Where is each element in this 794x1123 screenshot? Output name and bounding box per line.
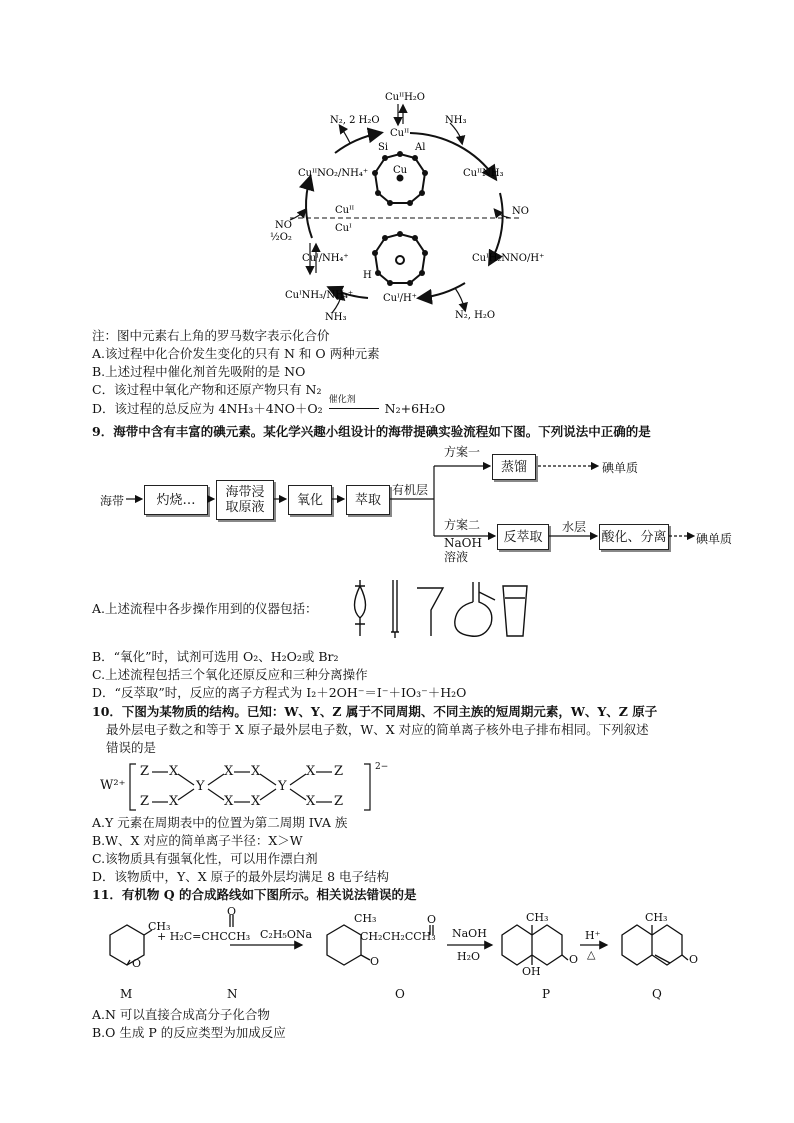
cycle-label-half-o2: ½O₂ (270, 232, 292, 243)
q10-stem-line1: 10．下图为某物质的结构。已知：W、Y、Z 属于不同周期、不同主族的短周期元素，W、Y、Z 原子 (92, 704, 658, 719)
cycle-label-no-left: NO (275, 220, 292, 231)
q8-option-a: A.该过程中化合价发生变化的只有 N 和 O 两种元素 (92, 346, 380, 361)
cycle-label-cu-nh3: CuᴵᴵNH₃ (463, 168, 504, 179)
q9-stem: 9．海带中含有丰富的碘元素。某化学兴趣小组设计的海带提碘实验流程如下图。下列说法中正确的是 (92, 424, 651, 439)
scheme-cond1: C₂H₅ONa (260, 928, 313, 941)
cycle-label-cu-i-mid: Cuᴵ (335, 223, 352, 234)
q8-note: 注：图中元素右上角的罗马数字表示化合价 (92, 328, 330, 343)
struct-x2: X (169, 794, 179, 809)
scheme-label-m: M (120, 987, 133, 1001)
q8-d-prefix: D．该过程的总反应为 4NH₃＋4NO＋O₂ (92, 401, 323, 416)
burette-icon (391, 580, 399, 638)
scheme-p-oh: OH (522, 965, 541, 978)
cycle-arc-top-left (335, 133, 380, 153)
struct-y2: Y (278, 779, 287, 794)
scheme-p-ch3: CH₃ (526, 911, 549, 924)
q8-option-b: B.上述过程中催化剂首先吸附的是 NO (92, 364, 306, 379)
q8-option-c: C．该过程中氧化产物和还原产物只有 N₂ (92, 382, 322, 397)
struct-z3: Z (334, 764, 344, 779)
struct-y1: Y (196, 779, 205, 794)
scheme-label-q: Q (652, 987, 662, 1001)
struct-x5: X (251, 764, 261, 779)
struct-x1: X (169, 764, 179, 779)
funnel-icon (417, 588, 443, 636)
cycle-label-n2-h2o: N₂, H₂O (455, 310, 496, 321)
flow-water: 水层 (562, 520, 587, 534)
flow-start: 海带 (100, 494, 125, 508)
q8-d-catalyst: 催化剂 (328, 395, 356, 405)
struct-x6: X (251, 794, 261, 809)
q10-option-b: B.W、X 对应的简单离子半径：X＞W (92, 833, 303, 848)
cycle-label-cu-no2-nh4: CuᴵᴵNO₂/NH₄⁺ (298, 168, 369, 179)
scheme-p-o: O (569, 953, 579, 966)
zeolite-ring-lower (375, 234, 425, 283)
scheme-delta: △ (587, 948, 596, 961)
q11-option-b: B.O 生成 P 的反应类型为加成反应 (92, 1025, 286, 1040)
q10-option-d: D．该物质中，Y、X 原子的最外层均满足 8 电子结构 (92, 869, 390, 884)
cycle-label-cu-ii-mid: Cuᴵᴵ (335, 205, 355, 216)
struct-x8: X (306, 794, 316, 809)
cycle-arc-bottom-right (420, 283, 465, 298)
q9-option-d: D．“反萃取”时，反应的离子方程式为 I₂＋2OH⁻＝I⁻＋IO₃⁻＋H₂O (92, 685, 467, 700)
flow-leach: 海带浸 取原液 (216, 480, 274, 520)
cycle-label-no-right: NO (512, 206, 529, 217)
scheme-q-o: O (689, 953, 699, 966)
scheme-label-n: N (227, 987, 238, 1001)
catalytic-cycle-diagram (250, 88, 550, 323)
q10-stem-line2: 最外层电子数之和等于 X 原子最外层电子数，W、X 对应的简单离子核外电子排布相同。下列叙述 (106, 722, 649, 737)
flow-organic: 有机层 (392, 483, 429, 497)
q9-option-c: C.上述流程包括三个氧化还原反应和三种分离操作 (92, 667, 368, 682)
flow-iodine1: 碘单质 (602, 461, 639, 475)
scheme-q-ch3: CH₃ (645, 911, 668, 924)
cycle-label-al: Al (415, 142, 426, 153)
struct-z1: Z (140, 764, 150, 779)
cycle-label-top: CuᴵᴵH₂O (385, 92, 425, 103)
flow-plan1: 方案一 (444, 445, 481, 459)
distillation-flask-icon (455, 582, 495, 636)
struct-z2: Z (140, 794, 150, 809)
q10-option-c: C.该物质具有强氧化性，可以用作漂白剂 (92, 851, 318, 866)
cycle-label-cu-h: Cuᴵ/H⁺ (383, 293, 417, 304)
flow-naoh: NaOH 溶液 (444, 536, 482, 564)
scheme-label-o: O (395, 987, 405, 1001)
q8-option-d (92, 395, 446, 417)
cycle-label-nh3-top: NH₃ (445, 115, 467, 126)
q11-stem: 11．有机物 Q 的合成路线如下图所示。相关说法错误的是 (92, 887, 417, 902)
scheme-o-ring-o: O (370, 955, 380, 968)
flow-acidify: 酸化、分离 (599, 524, 669, 550)
cycle-label-cu: Cu (393, 165, 408, 176)
struct-x3: X (224, 764, 234, 779)
scheme-o-chain: CH₂CH₂CCH₃ (360, 930, 436, 943)
struct-charge: 2− (375, 762, 389, 772)
q10-structure (100, 760, 400, 815)
q10-stem-line3: 错误的是 (106, 740, 157, 755)
cycle-label-h: H (363, 270, 372, 281)
flow-distill: 蒸馏 (492, 454, 536, 480)
molecule-o-ring (327, 925, 361, 965)
cycle-label-cu-nh3-nh4: CuᴵNH₃/NH₄⁺ (285, 290, 354, 301)
flow-back-extract: 反萃取 (497, 524, 549, 550)
flow-oxidize: 氧化 (288, 485, 332, 515)
q10-option-a: A.Y 元素在周期表中的位置为第二周期 IVA 族 (92, 815, 348, 830)
scheme-plus-n: + H₂C=CHCCH₃ (157, 930, 251, 943)
q9-option-b: B．“氧化”时，试剂可选用 O₂、H₂O₂或 Br₂ (92, 649, 339, 664)
scheme-h2o: H₂O (457, 950, 481, 963)
cycle-label-nh3-bottom: NH₃ (325, 312, 347, 323)
cycle-label-n2-2h2o: N₂, 2 H₂O (330, 115, 380, 126)
q9-option-a: A.上述流程中各步操作用到的仪器包括： (92, 601, 318, 616)
flow-burn: 灼烧… (144, 485, 208, 515)
flow-iodine2: 碘单质 (696, 532, 733, 546)
struct-z4: Z (334, 794, 344, 809)
flow-extract: 萃取 (346, 485, 390, 515)
scheme-h-plus: H⁺ (585, 929, 601, 942)
flow-plan2: 方案二 (444, 518, 481, 532)
q11-option-a: A.N 可以直接合成高分子化合物 (92, 1007, 270, 1022)
struct-w: W²⁺ (100, 778, 126, 793)
q9-flowchart (92, 440, 762, 580)
cycle-label-cu-nh4: Cuᴵ/NH₄⁺ (302, 253, 349, 264)
beaker-icon (503, 586, 527, 636)
struct-x4: X (224, 794, 234, 809)
cycle-label-cu-h2nno: CuᴵH₂NNO/H⁺ (472, 253, 545, 264)
scheme-o-ch3: CH₃ (354, 912, 377, 925)
struct-x7: X (306, 764, 316, 779)
scheme-naoh: NaOH (452, 927, 487, 940)
q9-apparatus (345, 578, 535, 640)
scheme-m-ch3: CH₃ (148, 920, 171, 933)
scheme-m-o: O (132, 957, 142, 970)
scheme-label-p: P (542, 987, 551, 1001)
scheme-n-o: O (227, 905, 237, 918)
q11-scheme (92, 905, 732, 1005)
cycle-arc-left (306, 178, 312, 238)
scheme-o-carbonyl: O (427, 913, 437, 926)
separatory-funnel-icon (355, 580, 366, 636)
q8-d-suffix: N₂+6H₂O (384, 401, 446, 416)
cycle-label-si: Si (378, 142, 389, 153)
cycle-label-cu-ii: Cuᴵᴵ (390, 128, 410, 139)
